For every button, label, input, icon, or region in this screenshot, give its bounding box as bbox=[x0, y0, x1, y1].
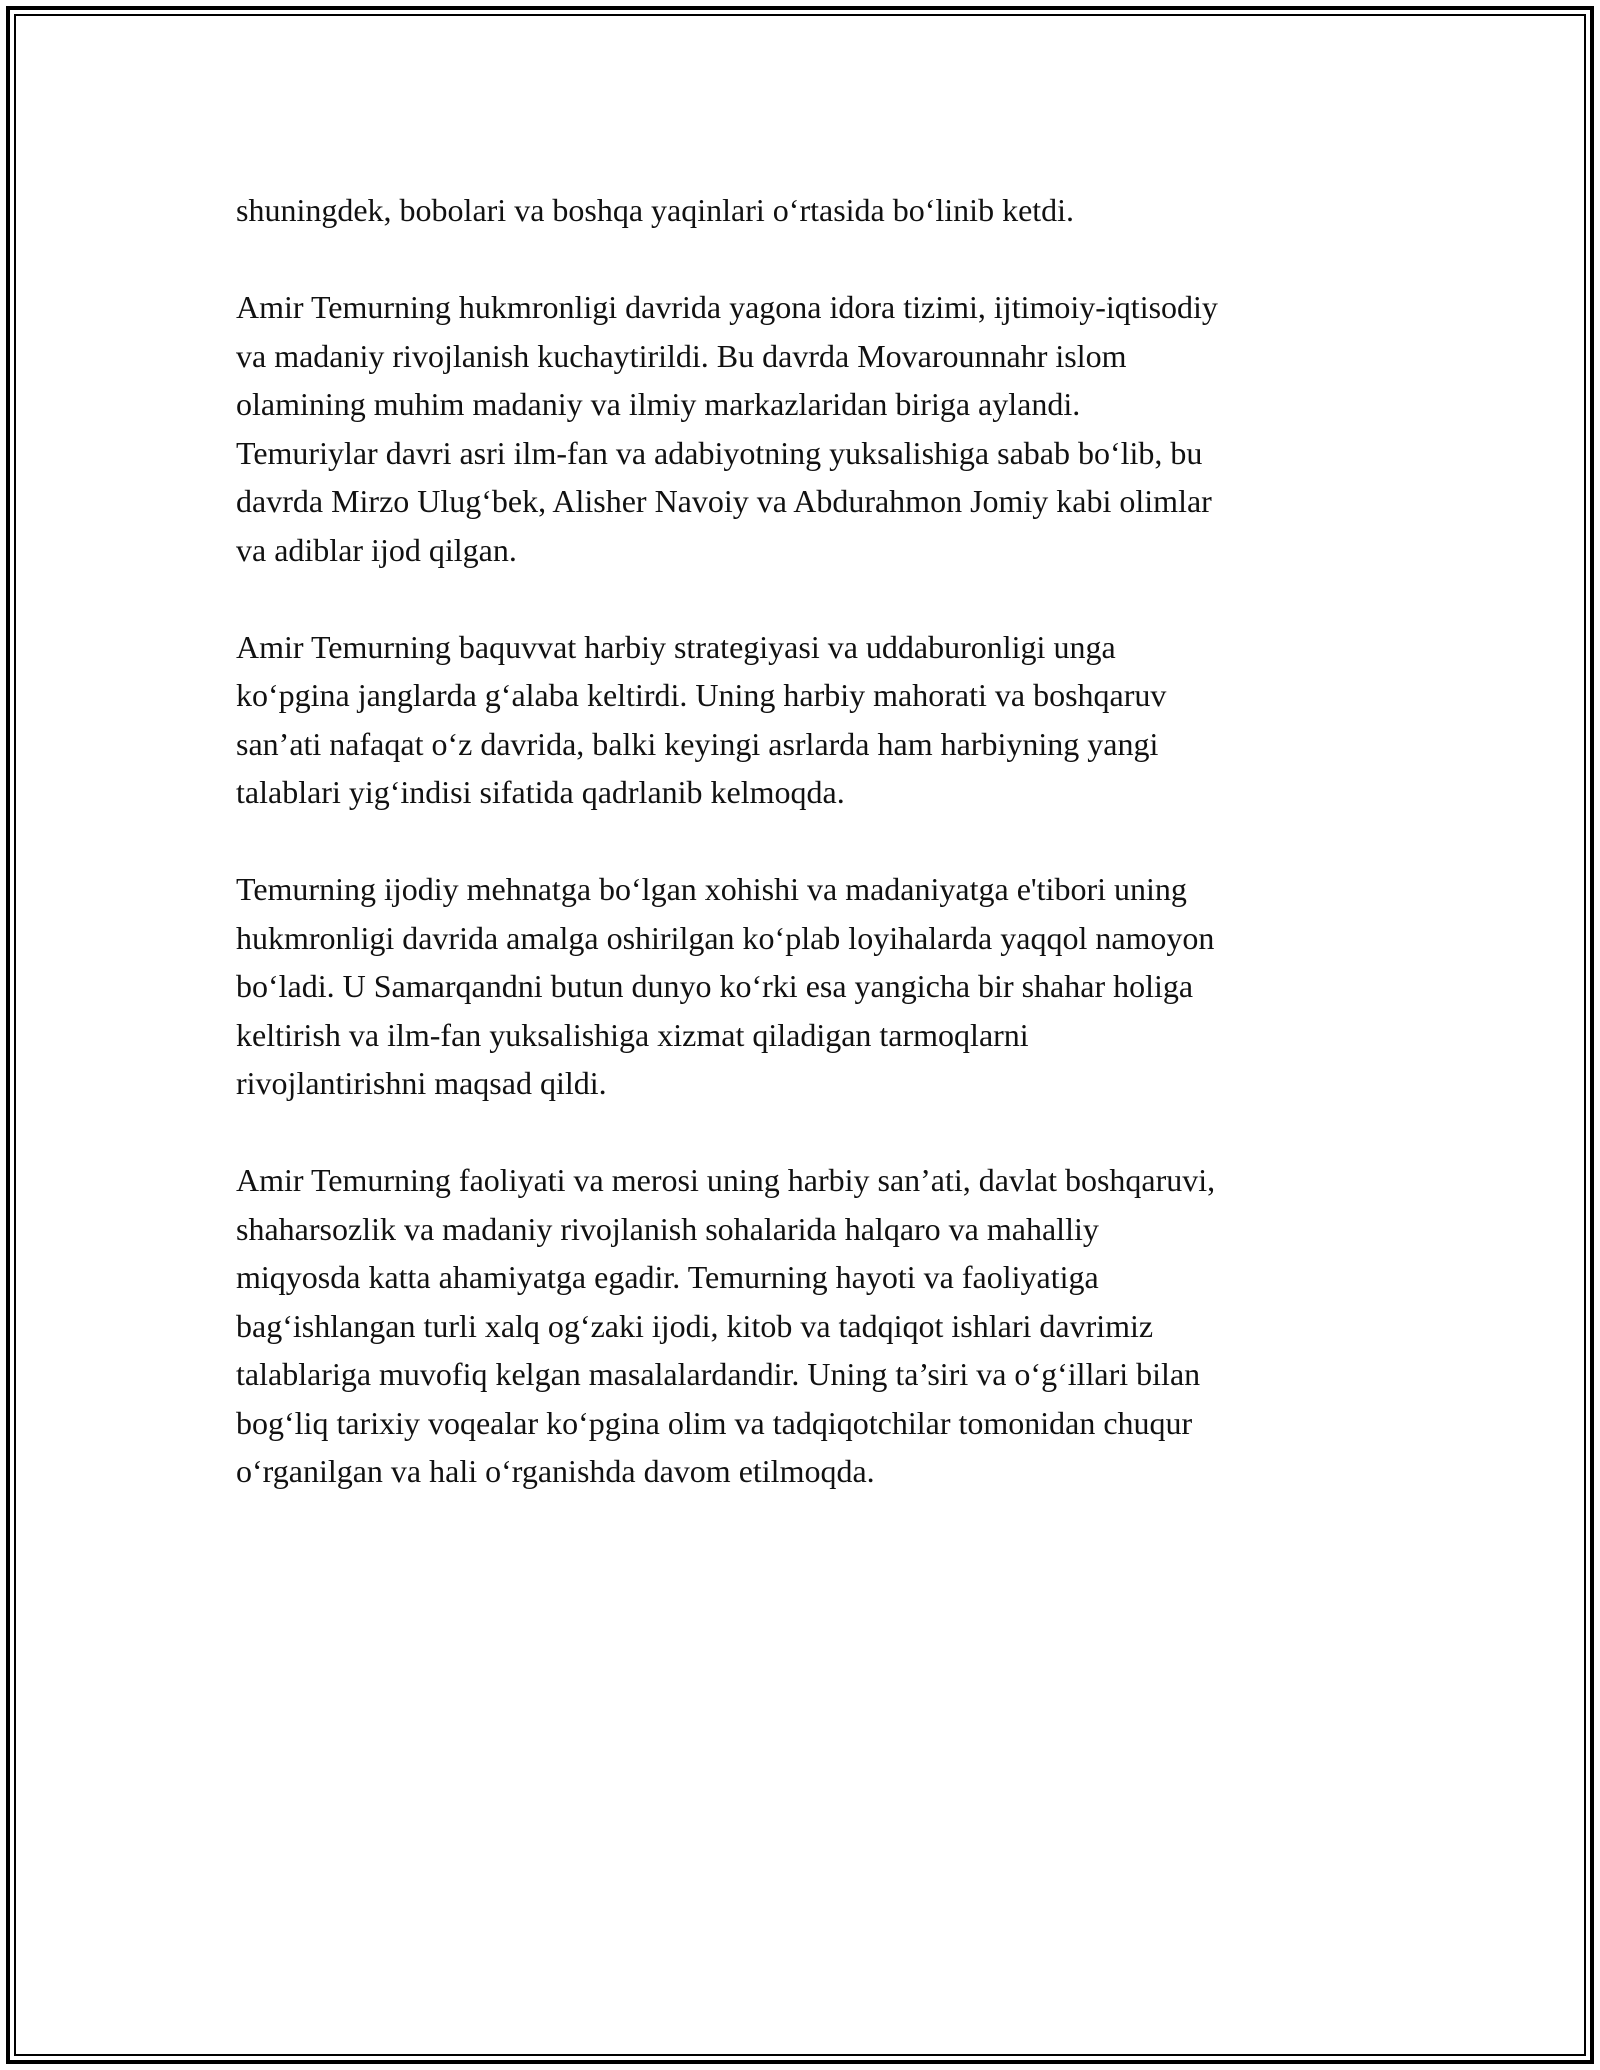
paragraph-5: Amir Temurning faoliyati va merosi uning harbiy san’ati, davlat boshqaruvi, shaharsozlik va madaniy rivojlanish sohalarida halqaro va mahalliy miqyosda katta ahamiyatga egadir. Temurning hayoti va faoliyatiga bag‘ishlangan turli xalq og‘zaki ijodi, kitob va tadqiqot ishlari davrimiz talablariga muvofiq kelgan masalalardandir. Uning ta’siri va o‘g‘illari bilan bog‘liq tarixiy voqealar ko‘pgina olim va tadqiqotchilar tomonidan chuqur o‘rganilgan va hali o‘rganishda davom etilmoqda. bbox=[236, 1162, 1216, 1489]
paragraph-2: Amir Temurning hukmronligi davrida yagona idora tizimi, ijtimoiy-iqtisodiy va madaniy rivojlanish kuchaytirildi. Bu davrda Movarounnahr islom olamining muhim madaniy va ilmiy markazlaridan biriga aylandi. Temuriylar davri asri ilm-fan va adabiyotning yuksalishiga sabab bo‘lib, bu davrda Mirzo Ulug‘bek, Alisher Navoiy va Abdurahmon Jomiy kabi olimlar va adiblar ijod qilgan. bbox=[236, 289, 1218, 568]
paragraph-1: shuningdek, bobolari va boshqa yaqinlari o‘rtasida bo‘linib ketdi. bbox=[236, 192, 1075, 228]
paragraph-4: Temurning ijodiy mehnatga bo‘lgan xohishi va madaniyatga e'tibori uning hukmronligi davrida amalga oshirilgan ko‘plab loyihalarda yaqqol namoyon bo‘ladi. U Samarqandni butun dunyo ko‘rki esa yangicha bir shahar holiga keltirish va ilm-fan yuksalishiga xizmat qiladigan tarmoqlarni rivojlantirishni maqsad qildi. bbox=[236, 871, 1215, 1101]
paragraph-3: Amir Temurning baquvvat harbiy strategiyasi va uddaburonligi unga ko‘pgina janglarda g‘alaba keltirdi. Uning harbiy mahorati va boshqaruv san’ati nafaqat o‘z davrida, balki keyingi asrlarda ham harbiyning yangi talablari yig‘indisi sifatida qadrlanib kelmoqda. bbox=[236, 628, 1167, 810]
document-body bbox=[236, 186, 1386, 1544]
